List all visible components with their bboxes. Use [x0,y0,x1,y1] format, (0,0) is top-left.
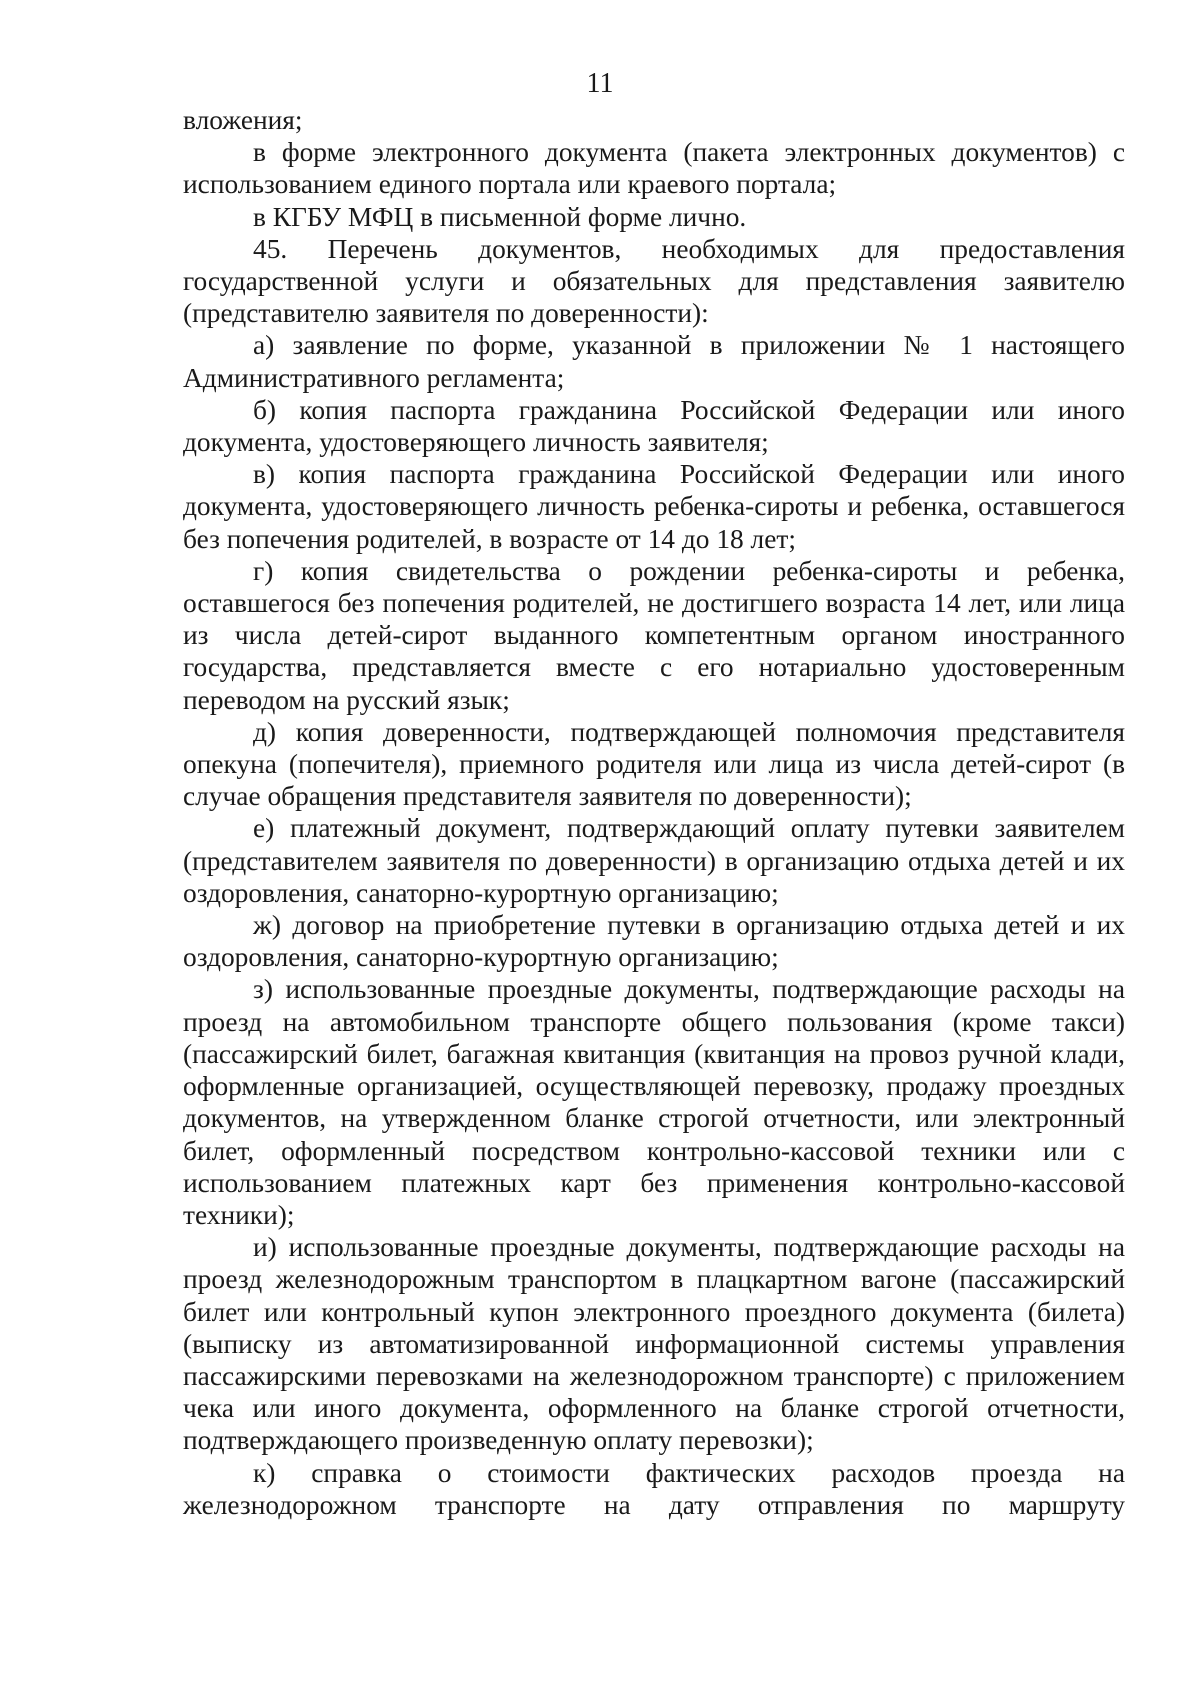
list-item-i: и) использованные проездные документы, подтверждающие расходы на проезд железнодорожным транспортом в плацкартном вагоне (пассажирский билет или контрольный купон электронного проездного документа (билета) (выписку из автоматизированной информационной системы управления пассажирскими перевозками на железнодорожном транспорте) с приложением чека или иного документа, оформленного на бланке строгой отчетности, подтверждающего произведенную оплату перевозки); [183,1232,1125,1456]
page-number: 11 [586,68,614,99]
list-item-b: б) копия паспорта гражданина Российской Федерации или иного документа, удостоверяющего личность заявителя; [183,394,1125,458]
list-item-g: г) копия свидетельства о рождении ребенка-сироты и ребенка, оставшегося без попечения родителей, не достигшего возраста 14 лет, или лица из числа детей-сирот выданного компетентным органом иностранного государства, представляется вместе с его нотариально удостоверенным переводом на русский язык; [183,555,1125,715]
paragraph-electronic-form: в форме электронного документа (пакета электронных документов) с использованием единого портала или краевого портала; [183,137,1125,200]
list-item-v: в) копия паспорта гражданина Российской Федерации или иного документа, удостоверяющего личность ребенка-сироты и ребенка, оставшегося без попечения родителей, в возрасте от 14 до 18 лет; [183,459,1125,554]
list-item-d: д) копия доверенности, подтверждающей полномочия представителя опекуна (попечителя), приемного родителя или лица из числа детей-сирот (в случае обращения представителя заявителя по доверенности); [183,716,1125,812]
list-item-zh: ж) договор на приобретение путевки в организацию отдыха детей и их оздоровления, санаторно-курортную организацию; [183,910,1125,973]
document-body [183,104,1125,1521]
paragraph-mfc-in-person: в КГБУ МФЦ в письменной форме лично. [253,201,747,232]
list-item-e: е) платежный документ, подтверждающий оплату путевки заявителем (представителем заявителя по доверенности) в организацию отдыха детей и их оздоровления, санаторно-курортную организацию; [183,813,1125,908]
list-item-k: к) справка о стоимости фактических расходов проезда на железнодорожном транспорте на дату отправления по маршруту [183,1457,1125,1520]
paragraph-45-document-list: 45. Перечень документов, необходимых для предоставления государственной услуги и обязательных для представления заявителю (представителю заявителя по доверенности): [183,233,1125,329]
list-item-z: з) использованные проездные документы, подтверждающие расходы на проезд на автомобильном транспорте общего пользования (кроме такси) (пассажирский билет, багажная квитанция (квитанция на провоз ручной клади, оформленные организацией, осуществляющей перевозку, продажу проездных документов, на утвержденном бланке строгой отчетности, или электронный билет, оформленный посредством контрольно-кассовой техники или с использованием платежных карт без применения контрольно-кассовой техники); [183,974,1125,1230]
list-item-a: а) заявление по форме, указанной в приложении № 1 настоящего Административного регламента; [183,330,1125,393]
paragraph-continuation: вложения; [183,105,303,135]
